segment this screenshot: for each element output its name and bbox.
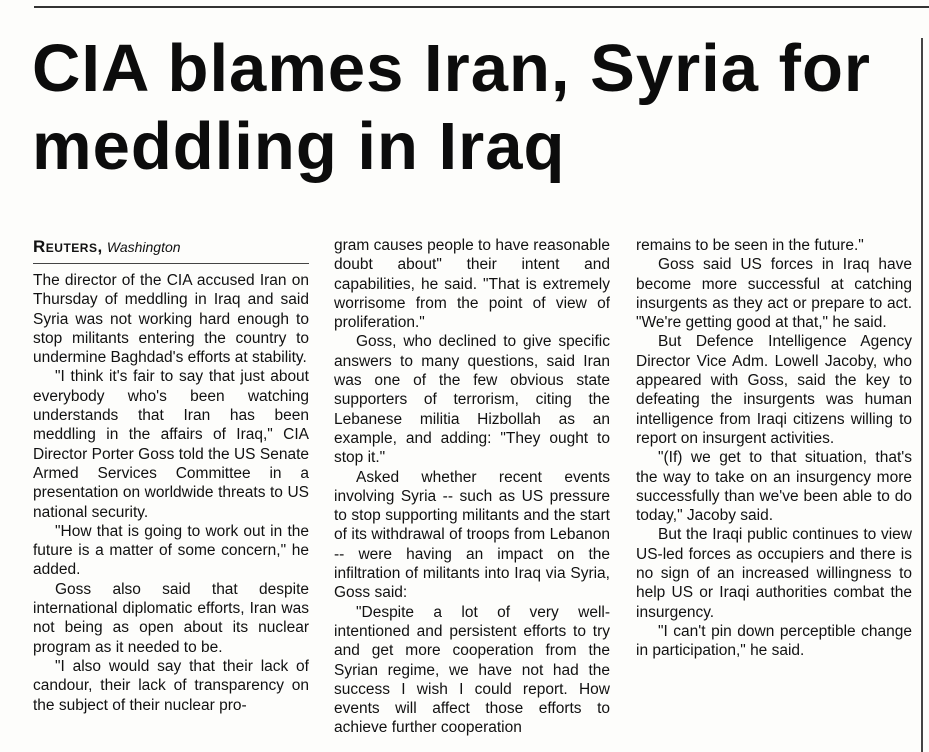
top-rule [34, 6, 929, 8]
paragraph: Goss also said that despite international diplomatic efforts, Iran was not being as open about its nuclear program as it needed to be. [33, 580, 309, 656]
paragraph: Goss said US forces in Iraq have become more successful at catching insurgents as they act or prepare to act. "We're getting good at that," he said. [636, 256, 912, 332]
article-column-2 [334, 236, 610, 752]
paragraph: But Defence Intelligence Agency Director Vice Adm. Lowell Jacoby, who appeared with Goss, said the key to defeating the insurgents was human intelligence from Iraqi citizens willing to report on insurgent activities. [636, 333, 912, 447]
paragraph: "(If) we get to that situation, that's the way to take on an insurgency more successfully than we've been able to do today," Jacoby said. [636, 449, 912, 525]
paragraph: "I think it's fair to say that just about everybody who's been watching understands that Iran has been meddling in the affairs of Iraq," CIA Director Porter Goss told the US Senate Armed Services Committee in a presentation on worldwide threats to US national security. [33, 368, 309, 521]
paragraph: "I also would say that their lack of candour, their lack of transparency on the subject of their nuclear pro- [33, 657, 309, 714]
paragraph: Asked whether recent events involving Syria -- such as US pressure to stop supporting militants and the start of its withdrawal of troops from Lebanon -- were having an impact on the infiltration of militants into Iraq via Syria, Goss said: [334, 468, 610, 602]
paragraph: The director of the CIA accused Iran on Thursday of meddling in Iraq and said Syria was not working hard enough to stop militants entering the country to undermine Baghdad's efforts at stability. [33, 272, 309, 367]
byline-agency: Reuters, [33, 237, 103, 256]
headline: CIA blames Iran, Syria for meddling in Iraq [32, 31, 871, 184]
article-column-1 [33, 236, 309, 752]
byline [33, 236, 309, 264]
byline-location: Washington [106, 239, 181, 255]
paragraph: remains to be seen in the future." [636, 237, 864, 254]
paragraph: "I can't pin down perceptible change in participation," he said. [636, 622, 912, 660]
article-column-3 [636, 236, 912, 752]
column-rule [921, 38, 923, 752]
paragraph: "Despite a lot of very well-intentioned and persistent efforts to try and get more cooperation from the Syrian regime, we have not had the success I wish I could report. How events will affect those efforts to achieve further cooperation [334, 603, 610, 737]
paragraph: gram causes people to have reasonable doubt about" their intent and capabilities, he said. "That is extremely worrisome from the point of view of proliferation." [334, 237, 610, 332]
paragraph: "How that is going to work out in the future is a matter of some concern," he added. [33, 522, 309, 579]
paragraph: Goss, who declined to give specific answers to many questions, said Iran was one of the few obvious state supporters of terrorism, citing the Lebanese militia Hizbollah as an example, and adding: "They ought to stop it." [334, 333, 610, 467]
paragraph: But the Iraqi public continues to view US-led forces as occupiers and there is no sign of an increased willingness to help US or Iraqi authorities combat the insurgency. [636, 526, 912, 621]
